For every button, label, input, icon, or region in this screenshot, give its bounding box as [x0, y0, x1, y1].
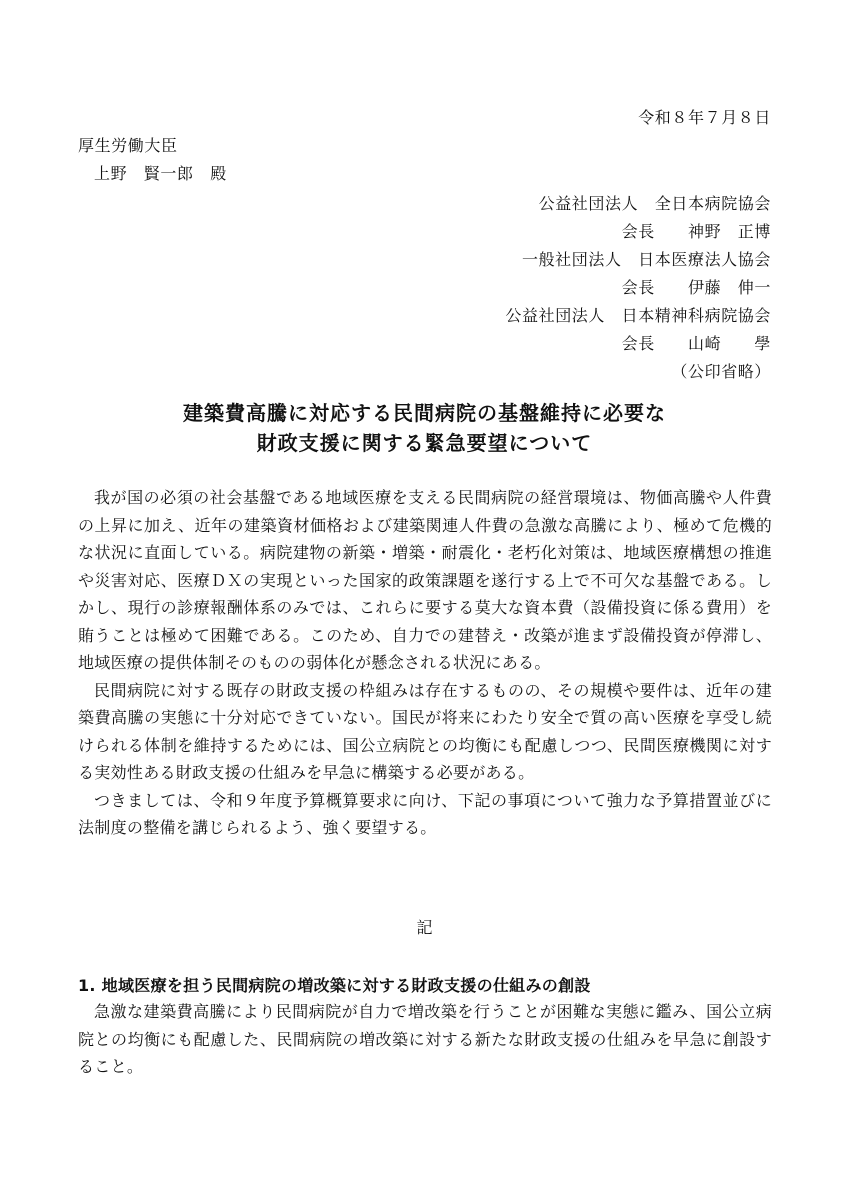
paragraph-3: つきましては、令和９年度予算概算要求に向け、下記の事項について強力な予算措置並びに法制度の整備を講じられるよう、強く要望する。 — [78, 790, 772, 837]
sender-org-1: 公益社団法人 全日本病院協会 — [538, 194, 771, 213]
sender-rep-3: 会長 山崎 學 — [621, 334, 771, 353]
sender-rep-1: 会長 神野 正博 — [621, 222, 771, 241]
preamble-body — [78, 484, 772, 842]
paragraph-1: 我が国の必須の社会基盤である地域医療を支える民間病院の経営環境は、物価高騰や人件費の上昇に加え、近年の建築資材価格および建築関連人件費の急激な高騰により、極めて危機的な状況に直面している。病院建物の新築・増築・耐震化・老朽化対策は、地域医療構想の推進や災害対応、医療ＤＸの実現といった国家的政策課題を遂行する上で不可欠な基盤である。しかし、現行の診療報酬体系のみでは、これらに要する莫大な資本費（設備投資に係る費用）を賄うことは極めて困難である。このため、自力での建替え・改築が進まず設備投資が停滞し、地域医療の提供体制そのものの弱体化が懸念される状況にある。 — [78, 488, 772, 672]
paragraph-2: 民間病院に対する既存の財政支援の枠組みは存在するものの、その規模や要件は、近年の建築費高騰の実態に十分対応できていない。国民が将来にわたり安全で質の高い医療を享受し続けられる体制を維持するためには、国公立病院との均衡にも配慮しつつ、民間医療機関に対する実効性ある財政支援の仕組みを早急に構築する必要がある。 — [78, 680, 772, 782]
document-date: 令和８年７月８日 — [638, 108, 771, 127]
sender-org-3: 公益社団法人 日本精神科病院協会 — [505, 306, 771, 325]
addressee-office: 厚生労働大臣 — [78, 136, 178, 155]
item-1-heading: 1. 地域医療を担う民間病院の増改築に対する財政支援の仕組みの創設 — [78, 976, 591, 995]
seal-note: （公印省略） — [671, 362, 771, 381]
ki-heading: 記 — [416, 918, 433, 937]
sender-org-2: 一般社団法人 日本医療法人協会 — [521, 250, 771, 269]
title-line-2: 財政支援に関する緊急要望について — [256, 431, 593, 455]
title-line-1: 建築費高騰に対応する民間病院の基盤維持に必要な — [183, 401, 666, 425]
item-1-body: 急激な建築費高騰により民間病院が自力で増改築を行うことが困難な実態に鑑み、国公立病院との均衡にも配慮した、民間病院の増改築に対する新たな財政支援の仕組みを早急に創設すること。 — [78, 1002, 772, 1076]
sender-rep-2: 会長 伊藤 伸一 — [621, 278, 771, 297]
addressee-name: 上野 賢一郎 殿 — [94, 164, 227, 183]
